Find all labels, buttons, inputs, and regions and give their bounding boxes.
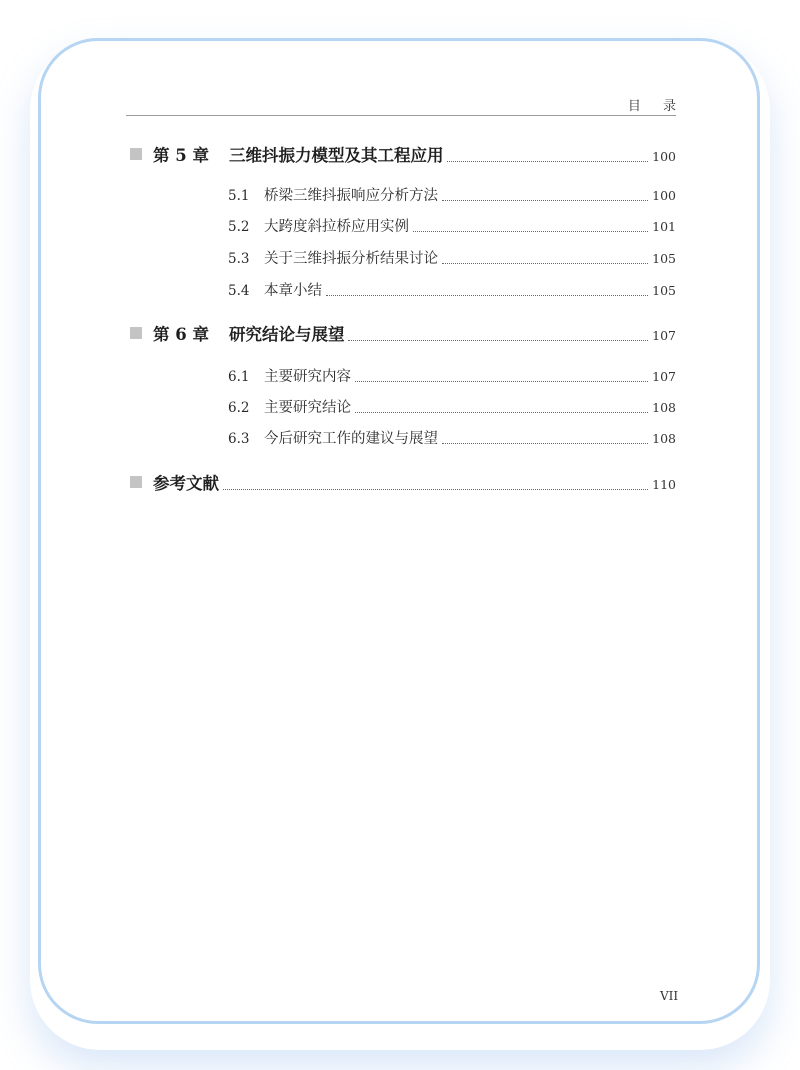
dot-leader <box>413 231 648 232</box>
chapter-title: 研究结论与展望 <box>228 325 345 344</box>
dot-leader <box>442 263 648 264</box>
page-number: 107 <box>652 328 676 343</box>
toc-chapter-6[interactable] <box>130 321 676 345</box>
toc-chapter-5[interactable] <box>130 142 676 166</box>
chapter-number: 第 6 章 <box>153 325 209 344</box>
page-number: 110 <box>652 477 676 492</box>
page-number: 101 <box>652 219 676 234</box>
toc-section-5-3[interactable] <box>130 247 676 268</box>
chapter-number: 第 5 章 <box>153 146 209 165</box>
square-bullet-icon <box>130 327 142 339</box>
section-title: 关于三维抖振分析结果讨论 <box>264 251 438 267</box>
toc-section-6-2[interactable] <box>130 396 676 417</box>
references-title: 参考文献 <box>153 474 219 493</box>
page-number: 108 <box>652 431 676 446</box>
section-title: 本章小结 <box>264 283 322 299</box>
toc-section-5-2[interactable] <box>130 215 676 236</box>
page-number: 107 <box>652 369 676 384</box>
page-number: 108 <box>652 400 676 415</box>
dot-leader <box>326 295 648 296</box>
dot-leader <box>348 340 648 341</box>
page-folio: VII <box>660 989 679 1003</box>
running-header-title: 目 录 <box>627 99 685 114</box>
section-title: 桥梁三维抖振响应分析方法 <box>264 188 438 204</box>
dot-leader <box>442 443 648 444</box>
section-number: 5.3 <box>228 251 250 267</box>
square-bullet-icon <box>130 476 142 488</box>
section-number: 5.1 <box>228 188 250 204</box>
section-number: 5.2 <box>228 219 250 235</box>
section-number: 6.2 <box>228 400 250 416</box>
dot-leader <box>355 381 648 382</box>
section-title: 大跨度斜拉桥应用实例 <box>264 219 409 235</box>
section-number: 6.1 <box>228 369 250 385</box>
toc-section-5-1[interactable] <box>130 184 676 205</box>
page-number: 100 <box>652 149 676 164</box>
dot-leader <box>447 161 648 162</box>
section-title: 主要研究内容 <box>264 369 351 385</box>
page-number: 100 <box>652 188 676 203</box>
page-number: 105 <box>652 283 676 298</box>
chapter-title: 三维抖振力模型及其工程应用 <box>228 146 444 165</box>
toc-references[interactable] <box>130 470 676 494</box>
toc-section-5-4[interactable] <box>130 279 676 300</box>
running-header <box>126 93 685 116</box>
page-number: 105 <box>652 251 676 266</box>
dot-leader <box>442 200 648 201</box>
dot-leader <box>223 489 648 490</box>
square-bullet-icon <box>130 148 142 160</box>
toc-section-6-3[interactable] <box>130 427 676 448</box>
section-number: 6.3 <box>228 431 250 447</box>
section-number: 5.4 <box>228 283 250 299</box>
toc-section-6-1[interactable] <box>130 365 676 386</box>
dot-leader <box>355 412 648 413</box>
section-title: 今后研究工作的建议与展望 <box>264 431 438 447</box>
section-title: 主要研究结论 <box>264 400 351 416</box>
